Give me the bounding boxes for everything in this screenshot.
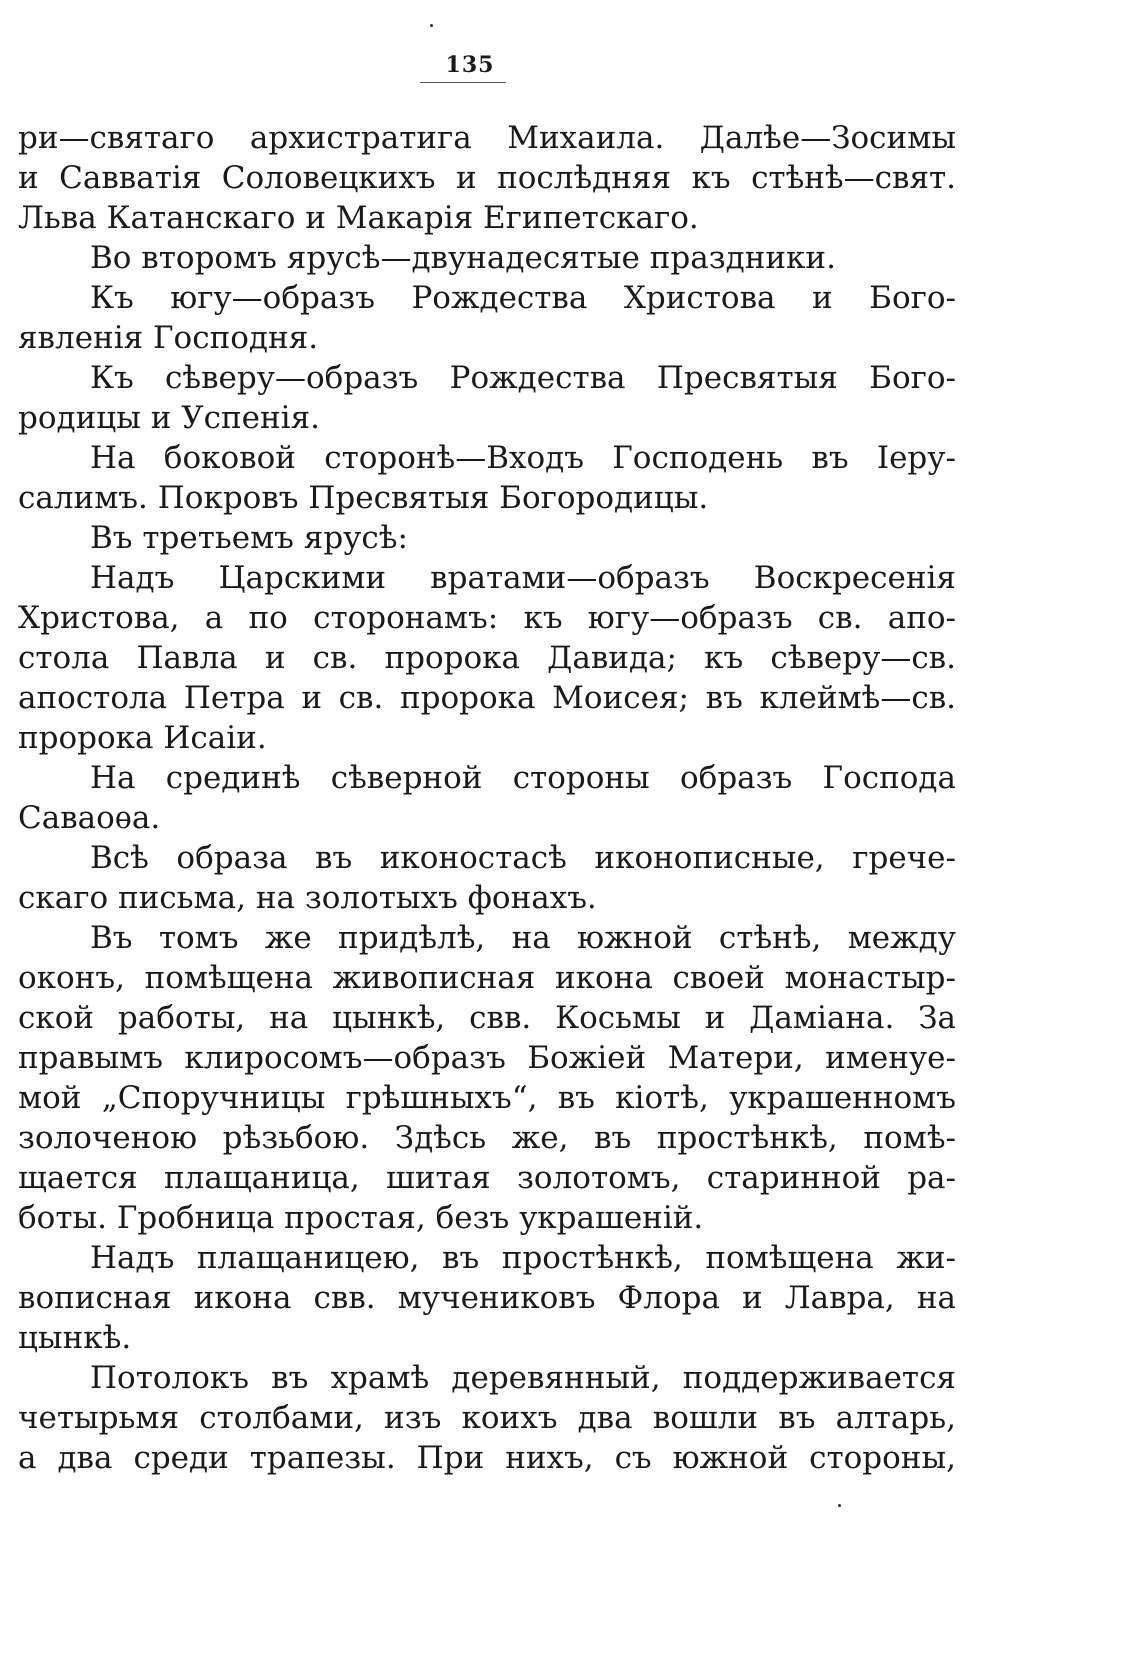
text-line: апостола Петра и св. пророка Моисея; въ клеймѣ—св. bbox=[18, 680, 956, 716]
page-number-rule bbox=[420, 82, 506, 83]
text-line: На боковой сторонѣ—Входъ Господень въ Іеру- bbox=[90, 440, 956, 476]
text-line: родицы и Успенія. bbox=[18, 400, 320, 436]
text-line: Саваоѳа. bbox=[18, 800, 161, 836]
text-line: вописная икона свв. мучениковъ Флора и Лавра, на bbox=[18, 1280, 956, 1316]
text-line: салимъ. Покровъ Пресвятыя Богородицы. bbox=[18, 480, 709, 516]
text-line: боты. Гробница простая, безъ украшеній. bbox=[18, 1200, 704, 1236]
text-line: оконъ, помѣщена живописная икона своей монастыр- bbox=[18, 960, 956, 996]
text-line: На срединѣ сѣверной стороны образъ Господа bbox=[90, 760, 956, 796]
text-line: Христова, а по сторонамъ: къ югу—образъ св. апо- bbox=[18, 600, 956, 636]
text-line: цынкѣ. bbox=[18, 1320, 132, 1356]
text-line: Надъ Царскими вратами—образъ Воскресенія bbox=[90, 560, 956, 596]
text-line: Въ томъ же придѣлѣ, на южной стѣнѣ, между bbox=[90, 920, 956, 956]
text-line: Къ сѣверу—образъ Рождества Пресвятыя Бого- bbox=[90, 360, 956, 396]
text-line: и Савватія Соловецкихъ и послѣдняя къ стѣнѣ—свят. bbox=[18, 160, 956, 196]
text-line: Во второмъ ярусѣ—двунадесятые праздники. bbox=[90, 240, 836, 276]
text-line: мой „Споручницы грѣшныхъ“, въ кіотѣ, украшенномъ bbox=[18, 1080, 956, 1116]
text-line: Къ югу—образъ Рождества Христова и Бого- bbox=[90, 280, 956, 316]
text-line: ри—святаго архистратига Михаила. Далѣе—Зосимы bbox=[18, 120, 956, 156]
text-line: Потолокъ въ храмѣ деревянный, поддерживается bbox=[90, 1360, 956, 1396]
text-line: стола Павла и св. пророка Давида; къ сѣверу—св. bbox=[18, 640, 956, 676]
text-line: правымъ клиросомъ—образъ Божіей Матери, именуе- bbox=[18, 1040, 956, 1076]
text-line: скаго письма, на золотыхъ фонахъ. bbox=[18, 880, 597, 916]
speck-top bbox=[430, 24, 433, 27]
body-text bbox=[18, 118, 956, 1478]
text-line: золоченою рѣзьбою. Здѣсь же, въ простѣнкѣ, помѣ- bbox=[18, 1120, 956, 1156]
text-line: Льва Катанскаго и Макарія Египетскаго. bbox=[18, 200, 699, 236]
text-line: щается плащаница, шитая золотомъ, старинной ра- bbox=[18, 1160, 956, 1196]
page-number: 135 bbox=[445, 52, 495, 78]
text-line: пророка Исаіи. bbox=[18, 720, 267, 756]
text-line: Всѣ образа въ иконостасѣ иконописные, грече- bbox=[90, 840, 956, 876]
speck-bottom bbox=[838, 1504, 841, 1507]
text-line: явленія Господня. bbox=[18, 320, 319, 356]
text-line: четырьмя столбами, изъ коихъ два вошли въ алтарь, bbox=[18, 1400, 956, 1436]
text-line: Надъ плащаницею, въ простѣнкѣ, помѣщена жи- bbox=[90, 1240, 956, 1276]
text-line: ской работы, на цынкѣ, свв. Косьмы и Даміана. За bbox=[18, 1000, 956, 1036]
text-line: а два среди трапезы. При нихъ, съ южной стороны, bbox=[18, 1440, 956, 1476]
text-line: Въ третьемъ ярусѣ: bbox=[90, 520, 408, 556]
